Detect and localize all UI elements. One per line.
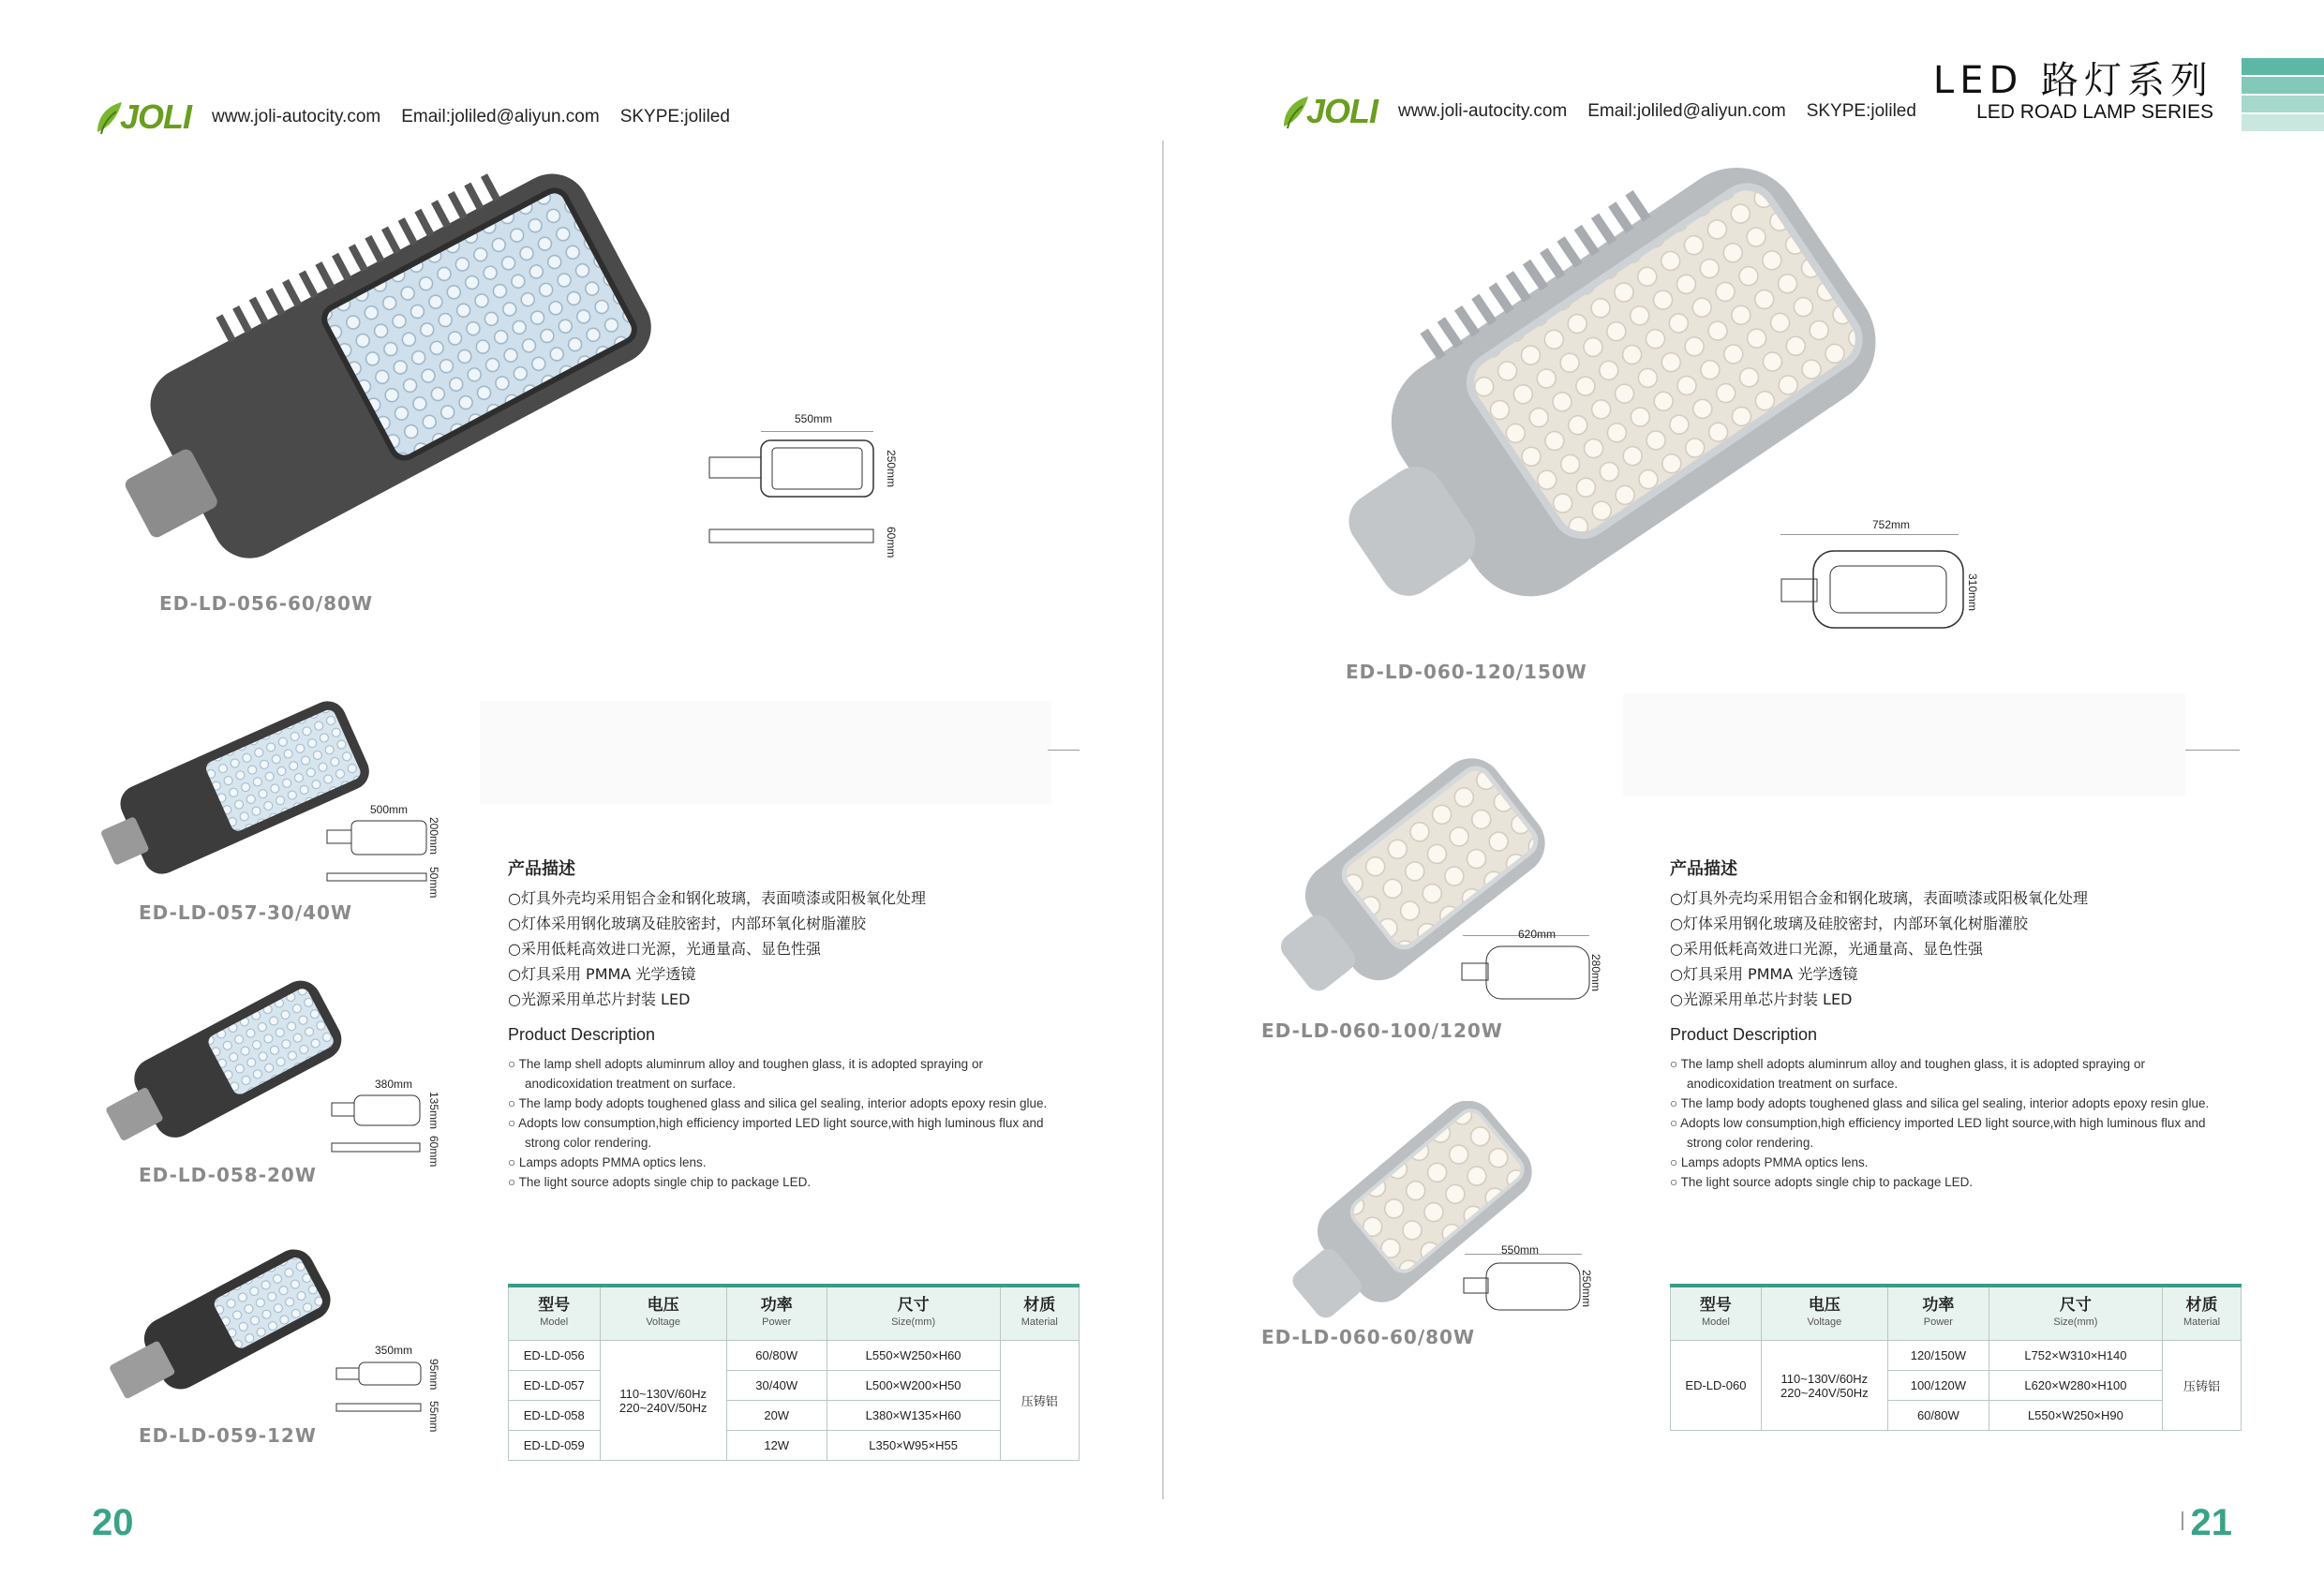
page-number-tick xyxy=(2182,1511,2183,1530)
cell-size: L500×W200×H50 xyxy=(827,1371,1000,1401)
brand-text: JOLI xyxy=(1306,92,1378,130)
description-list-zh xyxy=(508,885,1051,1012)
skype-text: SKYPE:joliled xyxy=(619,107,730,126)
spec-table-right xyxy=(1670,1284,2242,1431)
header-material: 材质 Material xyxy=(2163,1286,2242,1341)
dim-width-060-mid: 620mm xyxy=(1518,928,1557,941)
description-title-en: Product Description xyxy=(1670,1025,1818,1044)
dim-depth-059: 55mm xyxy=(427,1401,440,1433)
dimension-drawing-060-mid xyxy=(1458,935,1599,1005)
description-item-en: ○ Lamps adopts PMMA optics lens. xyxy=(508,1155,707,1169)
dim-width-056: 550mm xyxy=(795,412,833,425)
header-size: 尺寸 Size(mm) xyxy=(827,1286,1000,1341)
website-text[interactable]: www.joli-autocity.com xyxy=(1398,101,1568,121)
cell-power: 12W xyxy=(726,1431,827,1461)
cell-model: ED-LD-058 xyxy=(509,1401,601,1431)
cell-power: 20W xyxy=(726,1401,827,1431)
lamp-058-image xyxy=(98,974,361,1153)
series-title-en: LED ROAD LAMP SERIES xyxy=(1976,101,2213,123)
blank-panel xyxy=(480,701,1051,804)
email-text[interactable]: Email:joliled@aliyun.com xyxy=(401,107,600,126)
dim-depth-058: 60mm xyxy=(427,1136,440,1168)
model-caption-060-large: ED-LD-060-120/150W xyxy=(1346,661,1587,683)
product-description xyxy=(508,855,1051,1192)
cell-size: L350×W95×H55 xyxy=(827,1431,1000,1461)
description-item-zh: ○灯体采用钢化玻璃及硅胶密封，内部环氧化树脂灌胶 xyxy=(1670,915,2028,932)
header-left xyxy=(94,94,730,141)
dim-width-058: 380mm xyxy=(375,1078,413,1091)
dimension-drawing-056 xyxy=(705,431,901,562)
description-list-zh xyxy=(1670,885,2213,1012)
dim-height-059: 95mm xyxy=(427,1359,440,1391)
cell-model: ED-LD-056 xyxy=(509,1341,601,1371)
cell-size: L550×W250×H60 xyxy=(827,1341,1000,1371)
dim-width-057: 500mm xyxy=(370,803,409,816)
cell-model: ED-LD-057 xyxy=(509,1371,601,1401)
description-item-zh: ○光源采用单芯片封装 LED xyxy=(1670,990,1853,1008)
right-page xyxy=(1162,0,2324,1577)
description-item-en: ○ Adopts low consumption,high efficiency imported LED light source,with high luminous flux and strong color rendering. xyxy=(1670,1116,2206,1150)
description-item-zh: ○灯体采用钢化玻璃及硅胶密封，内部环氧化树脂灌胶 xyxy=(508,915,866,932)
dim-width-059: 350mm xyxy=(375,1344,413,1357)
page-number-right: 21 xyxy=(2190,1502,2232,1543)
email-text[interactable]: Email:joliled@aliyun.com xyxy=(1587,101,1786,121)
description-item-zh: ○灯具采用 PMMA 光学透镜 xyxy=(1670,965,1858,983)
description-item-zh: ○采用低耗高效进口光源，光通量高、显色性强 xyxy=(1670,940,1983,958)
cell-size: L550×W250×H90 xyxy=(1989,1401,2162,1431)
dim-depth-056: 60mm xyxy=(885,527,898,558)
skype-text: SKYPE:joliled xyxy=(1806,101,1916,121)
dim-width-060-small: 550mm xyxy=(1501,1243,1540,1257)
spec-table-left xyxy=(508,1284,1080,1461)
dim-depth-057: 50mm xyxy=(427,867,440,899)
description-item-en: ○ The light source adopts single chip to package LED. xyxy=(1670,1175,1974,1189)
description-item-zh: ○灯具外壳均采用铝合金和钢化玻璃，表面喷漆或阳极氧化处理 xyxy=(1670,889,2088,907)
dim-height-060-mid: 280mm xyxy=(1589,954,1602,992)
description-title-en: Product Description xyxy=(508,1025,656,1044)
cell-power: 60/80W xyxy=(726,1341,827,1371)
dim-height-057: 200mm xyxy=(427,817,440,855)
dim-height-060-small: 250mm xyxy=(1580,1270,1593,1308)
table-row xyxy=(509,1401,1080,1431)
description-item-en: ○ Adopts low consumption,high efficiency imported LED light source,with high luminous flux and strong color rendering. xyxy=(508,1116,1044,1150)
joli-logo xyxy=(94,97,191,137)
cell-power: 30/40W xyxy=(726,1371,827,1401)
header-power: 功率 Power xyxy=(726,1286,827,1341)
stripe-2 xyxy=(2242,77,2324,94)
cell-size: L380×W135×H60 xyxy=(827,1401,1000,1431)
table-row xyxy=(509,1341,1080,1371)
description-item-zh: ○灯具采用 PMMA 光学透镜 xyxy=(508,965,696,983)
stripe-3 xyxy=(2242,96,2324,112)
description-title-zh: 产品描述 xyxy=(508,859,575,878)
table-row xyxy=(509,1371,1080,1401)
description-item-en: ○ Lamps adopts PMMA optics lens. xyxy=(1670,1155,1869,1169)
table-row xyxy=(509,1431,1080,1461)
model-caption-056: ED-LD-056-60/80W xyxy=(159,592,374,615)
dimension-drawing-058 xyxy=(328,1092,440,1162)
model-caption-060-small: ED-LD-060-60/80W xyxy=(1261,1326,1476,1348)
cell-power: 100/120W xyxy=(1887,1371,1989,1401)
header-power: 功率 Power xyxy=(1887,1286,1989,1341)
dim-width-060-large: 752mm xyxy=(1872,518,1911,531)
cell-model: ED-LD-060 xyxy=(1671,1341,1762,1431)
dimension-drawing-060-small xyxy=(1460,1254,1591,1319)
joli-logo xyxy=(1280,92,1378,131)
series-title-zh: LED 路灯系列 xyxy=(1932,59,2213,102)
dim-height-060-large: 310mm xyxy=(1966,573,1979,612)
cell-size: L752×W310×H140 xyxy=(1989,1341,2162,1371)
cell-model: ED-LD-059 xyxy=(509,1431,601,1461)
stripe-1 xyxy=(2242,58,2324,75)
table-row xyxy=(1671,1341,2242,1371)
header-voltage: 电压 Voltage xyxy=(1761,1286,1887,1341)
header-model: 型号 Model xyxy=(1671,1286,1762,1341)
brand-text: JOLI xyxy=(120,97,192,136)
cell-size: L620×W280×H100 xyxy=(1989,1371,2162,1401)
website-text[interactable]: www.joli-autocity.com xyxy=(212,107,381,126)
cell-voltage: 110~130V/60Hz 220~240V/50Hz xyxy=(600,1341,726,1461)
cell-power: 60/80W xyxy=(1887,1401,1989,1431)
header-size: 尺寸 Size(mm) xyxy=(1989,1286,2162,1341)
model-caption-060-mid: ED-LD-060-100/120W xyxy=(1261,1019,1503,1042)
model-caption-057: ED-LD-057-30/40W xyxy=(139,901,353,924)
table-header-row xyxy=(1671,1286,2242,1341)
dim-height-058: 135mm xyxy=(427,1092,440,1130)
model-caption-058: ED-LD-058-20W xyxy=(139,1164,317,1186)
page-number-left: 20 xyxy=(92,1502,134,1543)
rule-line xyxy=(2185,750,2240,751)
description-title-zh: 产品描述 xyxy=(1670,859,1737,878)
description-item-zh: ○采用低耗高效进口光源，光通量高、显色性强 xyxy=(508,940,821,958)
description-item-en: ○ The lamp shell adopts aluminrum alloy and toughen glass, it is adopted spraying or anodicoxidation treatment on surface. xyxy=(1670,1057,2145,1091)
cell-power: 120/150W xyxy=(1887,1341,1989,1371)
description-item-en: ○ The lamp body adopts toughened glass and silica gel sealing, interior adopts epoxy resin glue. xyxy=(508,1096,1048,1110)
header-model: 型号 Model xyxy=(509,1286,601,1341)
cell-voltage: 110~130V/60Hz 220~240V/50Hz xyxy=(1761,1341,1887,1431)
description-item-en: ○ The light source adopts single chip to package LED. xyxy=(508,1175,812,1189)
description-list-en xyxy=(508,1054,1051,1192)
blank-panel xyxy=(1623,693,2185,796)
description-item-zh: ○灯具外壳均采用铝合金和钢化玻璃，表面喷漆或阳极氧化处理 xyxy=(508,889,926,907)
product-description xyxy=(1670,855,2213,1192)
model-caption-059: ED-LD-059-12W xyxy=(139,1424,317,1447)
dim-height-056: 250mm xyxy=(885,450,898,488)
header-right xyxy=(1280,88,1916,135)
description-item-en: ○ The lamp shell adopts aluminrum alloy and toughen glass, it is adopted spraying or anodicoxidation treatment on surface. xyxy=(508,1057,983,1091)
header-material: 材质 Material xyxy=(1000,1286,1079,1341)
stripe-4 xyxy=(2242,114,2324,131)
cell-material: 压铸铝 xyxy=(2163,1341,2242,1431)
lamp-056-image xyxy=(103,159,665,590)
dimension-drawing-059 xyxy=(333,1359,440,1424)
header-voltage: 电压 Voltage xyxy=(600,1286,726,1341)
dimension-drawing-060-large xyxy=(1776,534,1973,637)
rule-line xyxy=(1048,750,1080,751)
description-item-en: ○ The lamp body adopts toughened glass and silica gel sealing, interior adopts epoxy resin glue. xyxy=(1670,1096,2210,1110)
cell-material: 压铸铝 xyxy=(1000,1341,1079,1461)
lamp-059-image xyxy=(103,1237,347,1415)
description-item-zh: ○光源采用单芯片封装 LED xyxy=(508,990,691,1008)
description-list-en xyxy=(1670,1054,2213,1192)
table-header-row xyxy=(509,1286,1080,1341)
